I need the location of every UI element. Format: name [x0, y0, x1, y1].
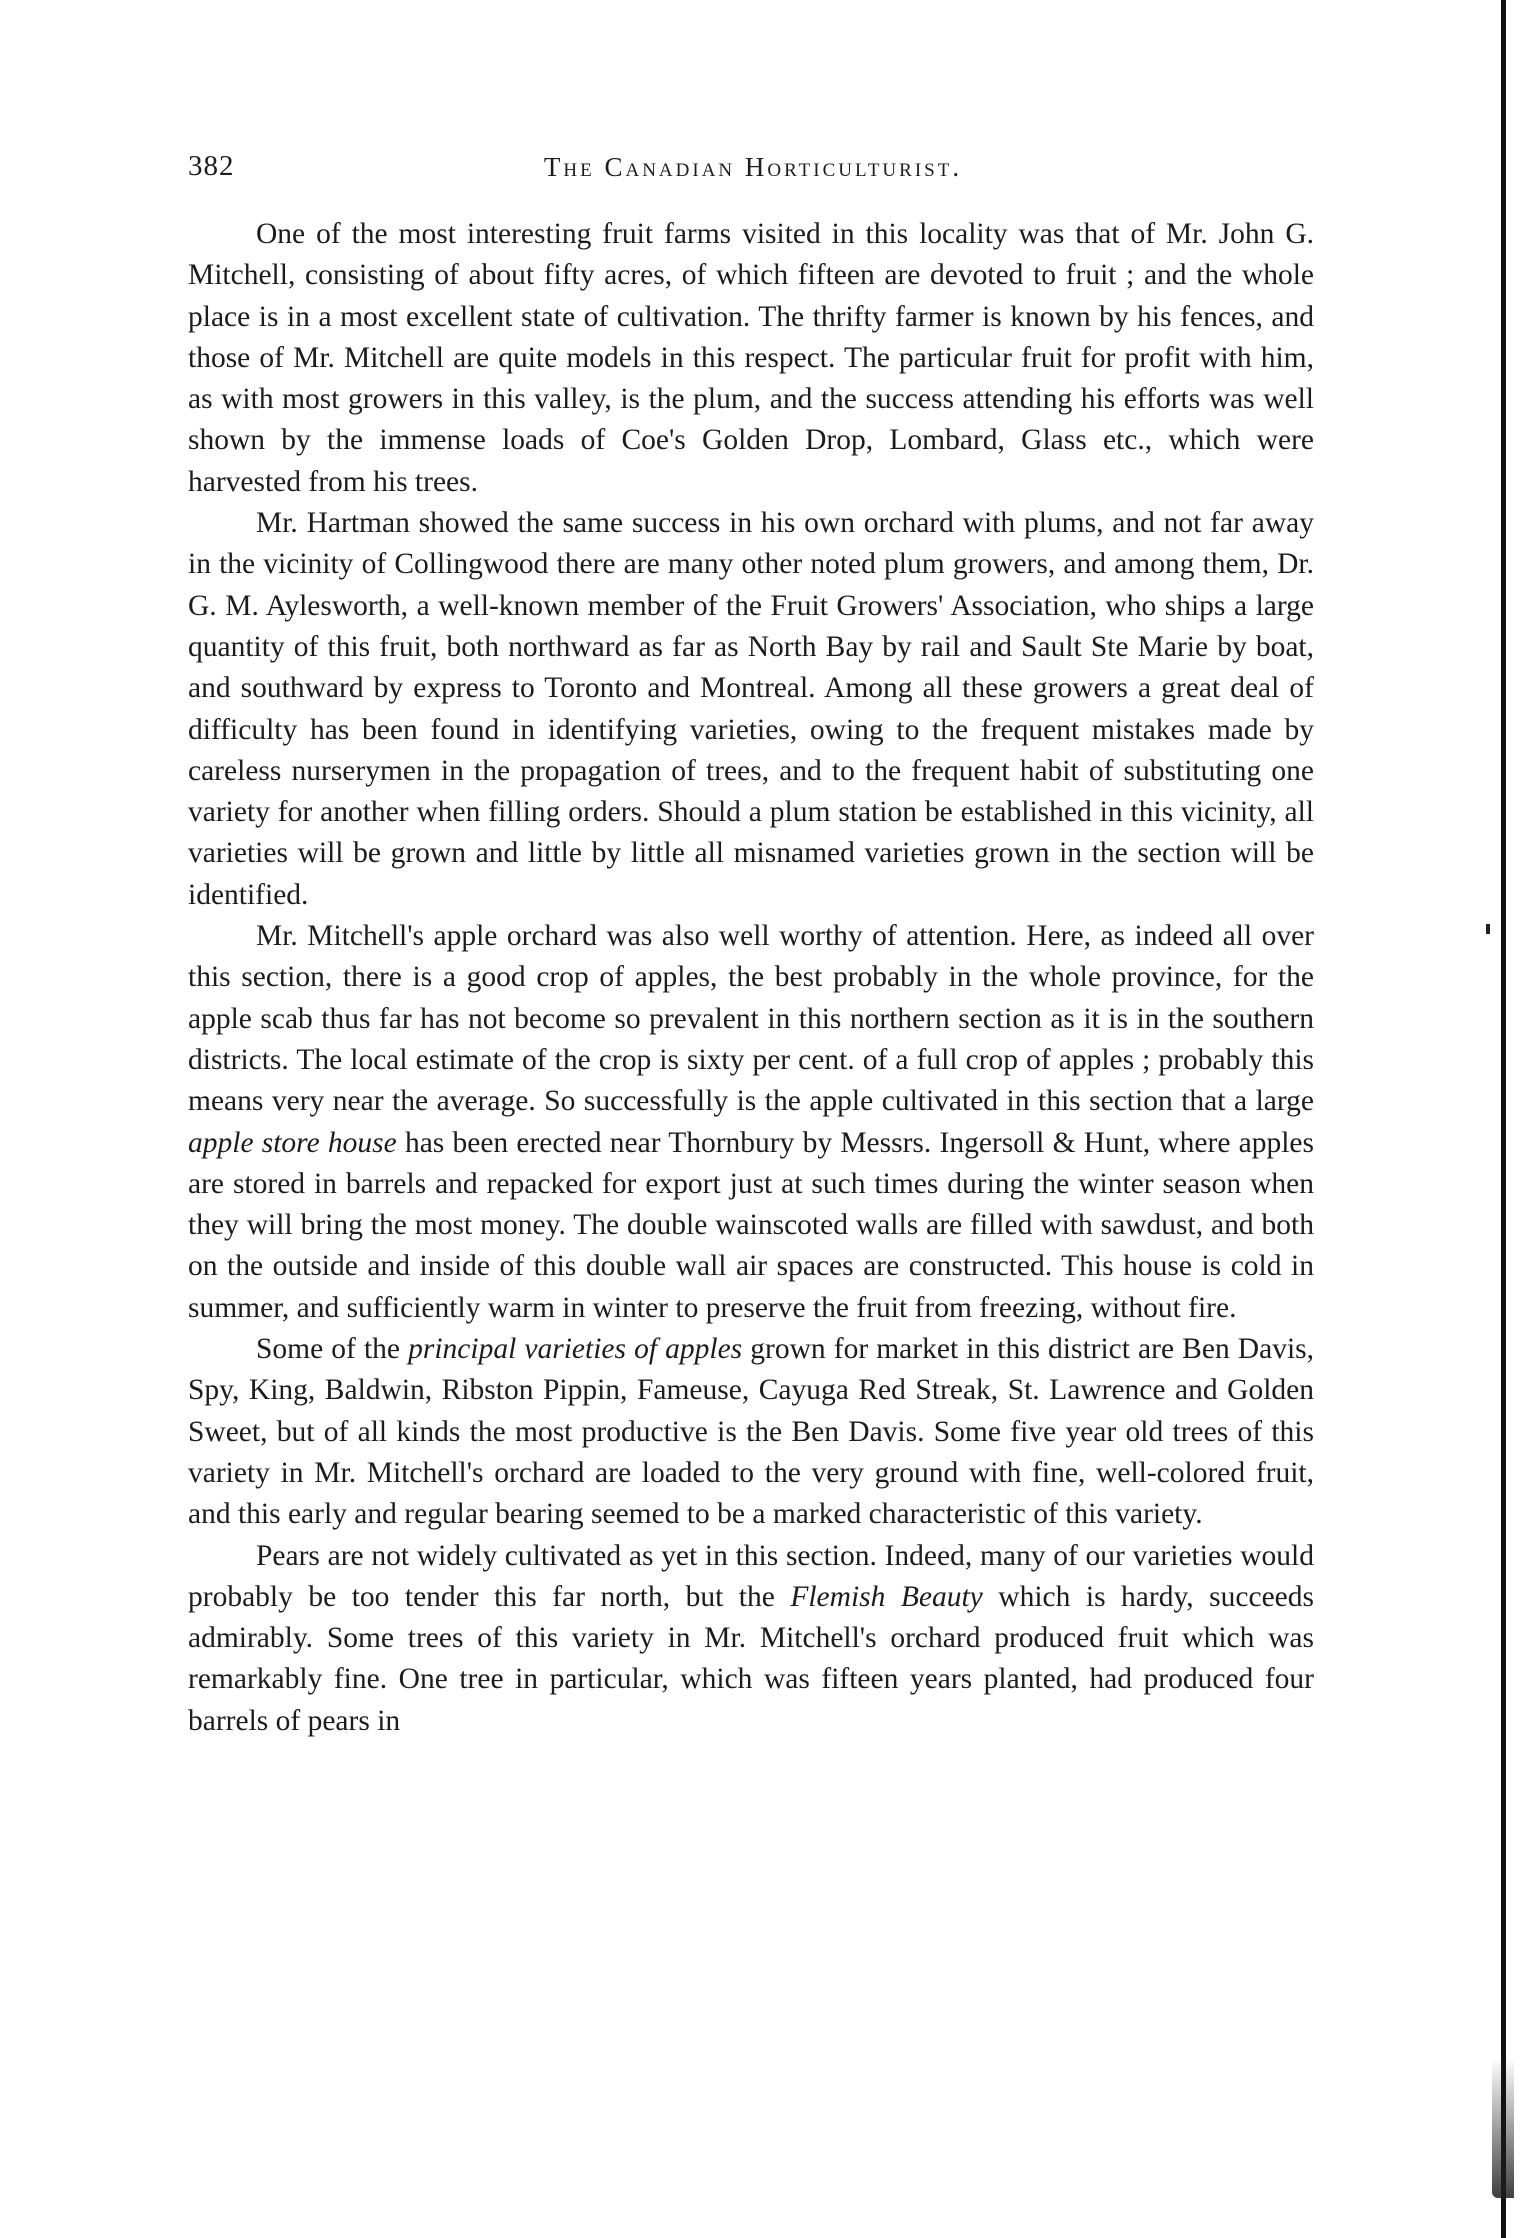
- paragraph-text: Mr. Mitchell's apple orchard was also well worthy of attention. Here, as indeed all over this section, there is a good crop of apples, the best probably in the whole province, for the apple scab thus far has not become so prevalent in this northern section as it is in the southern districts. The local estimate of the crop is sixty per cent. of a full crop of apples ; probably this means very near the average. So successfully is the apple cultivated in this section that a large: [188, 920, 1314, 1118]
- paragraph-text: Mr. Hartman showed the same success in his own orchard with plums, and not far away in the vicinity of Collingwood there are many other noted plum growers, and among them, Dr. G. M. Aylesworth, a well-known member of the Fruit Growers' Association, who ships a large quantity of this fruit, both northward as far as North Bay by rail and Sault Ste Marie by boat, and southward by express to Toronto and Montreal. Among all these growers a great deal of difficulty has been found in identifying varieties, owing to the frequent mistakes made by careless nurserymen in the propagation of trees, and to the frequent habit of substituting one variety for another when filling orders. Should a plum station be established in this vicinity, all varieties will be grown and little by little all misnamed varieties grown in the section will be identified.: [188, 507, 1314, 911]
- page-edge-shadow: [1501, 0, 1506, 2238]
- paragraph-text: grown for market in this district are Ben Davis, Spy, King, Baldwin, Ribston Pippin, Fameuse, Cayuga Red Streak, St. Lawrence and Golden Sweet, but of all kinds the most productive is the Ben Davis. Some five year old trees of this variety in Mr. Mitchell's orchard are loaded to the very ground with fine, well-colored fruit, and this early and regular bearing seemed to be a marked characteristic of this variety.: [188, 1333, 1314, 1531]
- paragraph-text: has been erected near Thornbury by Messrs. Ingersoll & Hunt, where apples are stored in barrels and repacked for export just at such times during the winter season when they will bring the most money. The double wainscoted walls are filled with sawdust, and both on the outside and inside of this double wall air spaces are constructed. This house is cold in summer, and sufficiently warm in winter to preserve the fruit from freezing, without fire.: [188, 1126, 1314, 1324]
- paragraph-text: Some of the: [256, 1333, 409, 1366]
- page-number: 382: [188, 150, 235, 182]
- paragraph: [188, 916, 1314, 1329]
- italic-phrase: principal varieties of apples: [408, 1333, 743, 1366]
- running-title: The Canadian Horticulturist.: [543, 152, 963, 182]
- paragraph-text: which is hardy, succeeds admirably. Some trees of this variety in Mr. Mitchell's orchard produced fruit which was remarkably fine. One tree in particular, which was fifteen years planted, had produced four barrels of pears in: [188, 1580, 1314, 1737]
- page-edge-mark: [1486, 924, 1490, 934]
- running-header: [188, 150, 1318, 190]
- page-edge-smudge: [1492, 2058, 1514, 2198]
- article-body: [188, 214, 1314, 1742]
- paragraph: [188, 1536, 1314, 1742]
- paragraph-text: One of the most interesting fruit farms visited in this locality was that of Mr. John G. Mitchell, consisting of about fifty acres, of which fifteen are devoted to fruit ; and the whole place is in a most excellent state of cultivation. The thrifty farmer is known by his fences, and those of Mr. Mitchell are quite models in this respect. The particular fruit for profit with him, as with most growers in this valley, is the plum, and the success attending his efforts was well shown by the immense loads of Coe's Golden Drop, Lombard, Glass etc., which were harvested from his trees.: [188, 218, 1314, 498]
- paragraph: [188, 214, 1314, 503]
- italic-phrase: apple store house: [188, 1126, 397, 1159]
- paragraph: [188, 1329, 1314, 1535]
- paragraph: [188, 503, 1314, 916]
- paragraph-text: Pears are not widely cultivated as yet in this section. Indeed, many of our varieties would probably be too tender this far north, but the: [188, 1539, 1314, 1613]
- italic-phrase: Flemish Beauty: [790, 1580, 983, 1613]
